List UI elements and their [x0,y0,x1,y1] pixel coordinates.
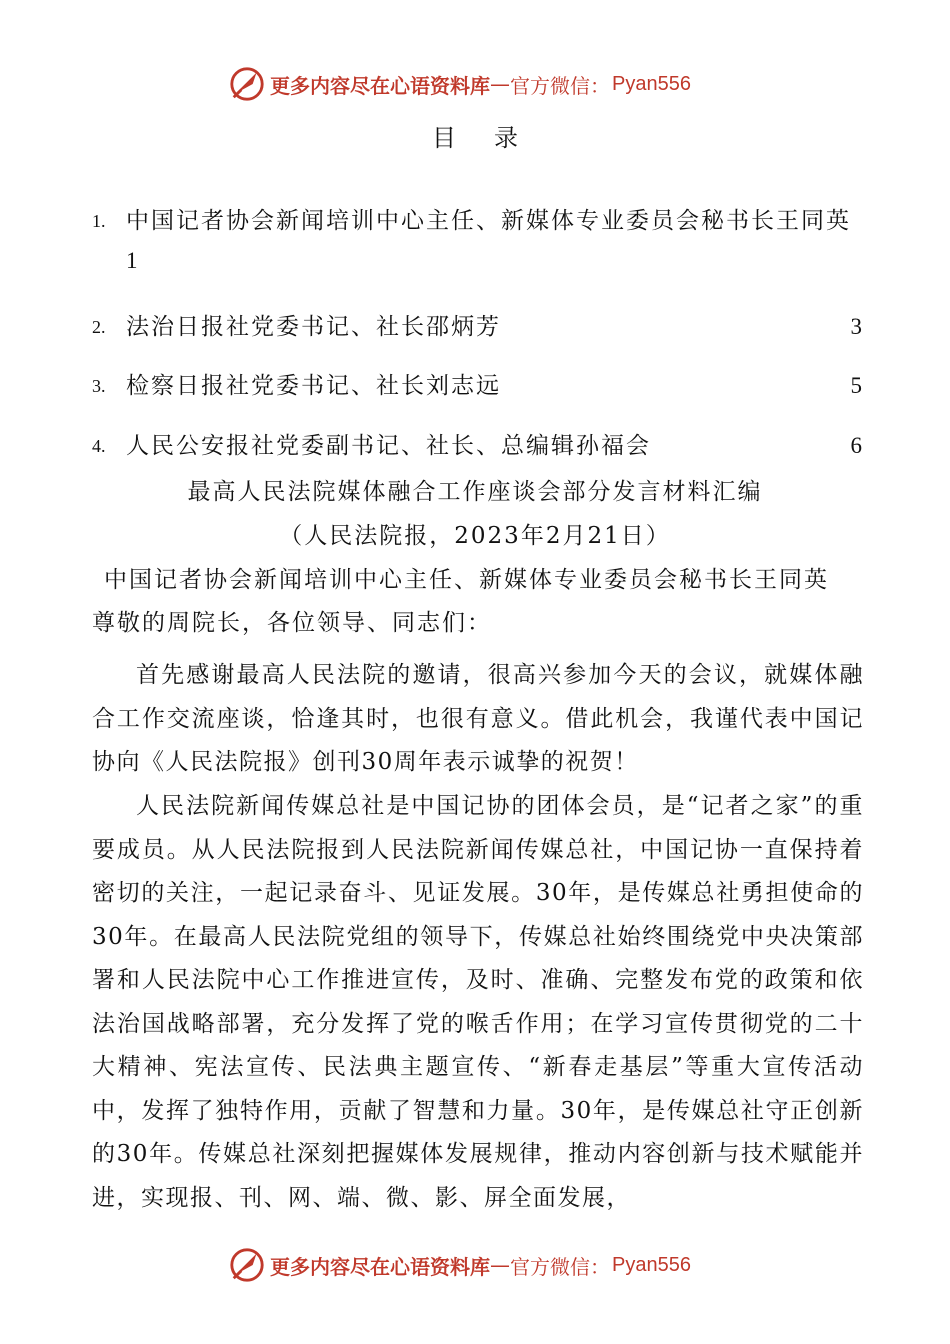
toc-item-page: 1 [126,248,138,273]
banner-contact-id: Pyan556 [612,1253,691,1276]
body-paragraph: 人民法院新闻传媒总社是中国记协的团体会员，是“记者之家”的重要成员。从人民法院报到人民法院新闻传媒总社，中国记协一直保持着密切的关注，一起记录奋斗、见证发展。30年，是传媒总社勇担使命的30年。在最高人民法院党组的领导下，传媒总社始终围绕党中央决策部署和人民法院中心工作推进宣传，及时、准确、完整发布党的政策和依法治国战略部署，充分发挥了党的喉舌作用；在学习宣传贯彻党的二十大精神、宪法宣传、民法典主题宣传、“新春走基层”等重大宣传活动中，发挥了独特作用，贡献了智慧和力量。30年，是传媒总社守正创新的30年。传媒总社深刻把握媒体发展规律，推动内容创新与技术赋能并进，实现报、刊、网、端、微、影、屏全面发展， [92,793,864,1211]
toc-item-number: 2. [92,317,106,337]
toc-title: 目录 [432,124,556,152]
document-subtitle: （人民法院报，2023年2月21日） [279,523,671,549]
toc-item-page: 5 [850,373,862,398]
banner-separator: — [490,1253,510,1277]
footer-banner [228,1245,691,1285]
toc-item-text: 法治日报社党委书记、社长邵炳芳 [126,314,501,340]
banner-text: 更多内容尽在心语资料库 [270,1254,490,1279]
speaker-heading: 中国记者协会新闻培训中心主任、新媒体专业委员会秘书长王同英 [104,567,829,593]
toc-item-number: 4. [92,436,106,456]
salutation: 尊敬的周院长，各位领导、同志们： [92,610,492,636]
toc-item-number: 3. [92,376,106,396]
document-title: 最高人民法院媒体融合工作座谈会部分发言材料汇编 [187,479,763,505]
banner-contact-id: Pyan556 [612,72,691,95]
banner-separator: — [490,72,510,96]
toc-item-text: 检察日报社党委书记、社长刘志远 [126,373,501,399]
toc-item[interactable] [92,200,862,284]
toc-item-page: 6 [850,433,862,458]
header-banner [228,64,691,104]
banner-text: 更多内容尽在心语资料库 [270,73,490,98]
quill-circle-logo-icon [228,1246,266,1284]
toc-item-text: 中国记者协会新闻培训中心主任、新媒体专业委员会秘书长王同英 [126,208,851,234]
banner-contact-label: 官方微信： [510,73,610,98]
body-paragraph: 首先感谢最高人民法院的邀请，很高兴参加今天的会议，就媒体融合工作交流座谈，恰逢其时，也很有意义。借此机会，我谨代表中国记协向《人民法院报》创刊30周年表示诚挚的祝贺！ [92,662,864,775]
toc-item-text: 人民公安报社党委副书记、社长、总编辑孙福会 [126,433,651,459]
toc-item-number: 1. [92,211,106,231]
quill-circle-logo-icon [228,65,266,103]
toc-item-page: 3 [850,314,862,339]
banner-contact-label: 官方微信： [510,1254,610,1279]
